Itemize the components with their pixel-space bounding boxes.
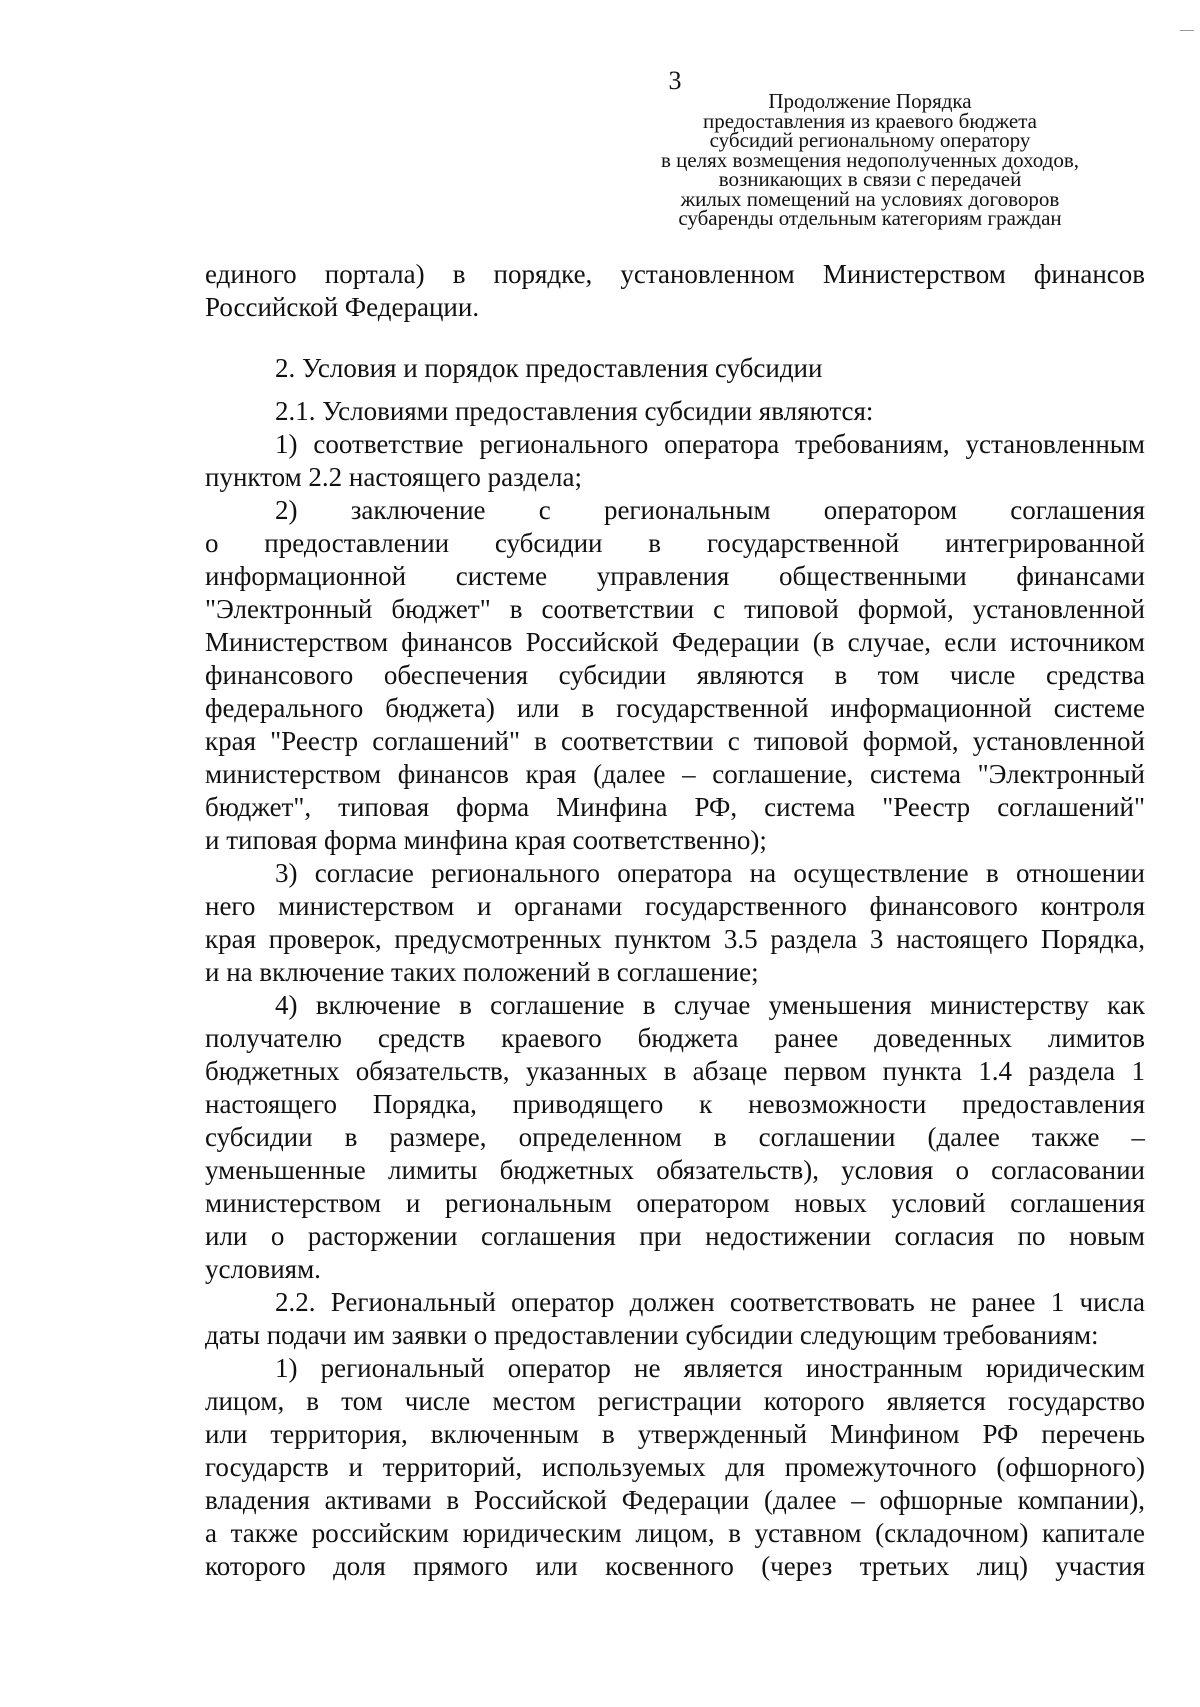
paragraph-2-2 bbox=[205, 1286, 1145, 1352]
text-line: Российской Федерации. bbox=[205, 292, 480, 322]
text-line: него министерством и органами государственного финансового контроля bbox=[205, 891, 1145, 921]
text-line: 1) соответствие регионального оператора требованиям, установленным bbox=[275, 429, 1145, 459]
text-line: настоящего Порядка, приводящего к невозможности предоставления bbox=[205, 1089, 1145, 1119]
header-line: жилых помещений на условиях договоров bbox=[680, 186, 1060, 211]
text-line: края "Реестр соглашений" в соответствии с типовой формой, установленной bbox=[205, 726, 1145, 756]
scan-mark bbox=[1180, 30, 1194, 31]
text-line: края проверок, предусмотренных пунктом 3.5 раздела 3 настоящего Порядка, bbox=[205, 924, 1145, 954]
text-line: или территория, включенным в утвержденный Минфином РФ перечень bbox=[205, 1419, 1145, 1449]
header-line: субаренды отдельным категориям граждан bbox=[678, 206, 1062, 230]
paragraph-item-2 bbox=[205, 494, 1145, 857]
text-line: или о расторжении соглашения при недостижении согласия по новым bbox=[205, 1221, 1145, 1251]
paragraph-item-1 bbox=[205, 428, 1145, 494]
text-line: пунктом 2.2 настоящего раздела; bbox=[205, 462, 582, 492]
header-line: Продолжение Порядка bbox=[768, 89, 972, 113]
text-line: федерального бюджета) или в государственной информационной системе bbox=[205, 693, 1145, 723]
text-line: 1) региональный оператор не является иностранным юридическим bbox=[275, 1353, 1145, 1383]
header-line: субсидий региональному оператору bbox=[709, 128, 1031, 152]
text-line: владения активами в Российской Федерации (далее – офшорные компании), bbox=[205, 1485, 1145, 1515]
text-line: и типовая форма минфина края соответственно); bbox=[205, 825, 767, 855]
intro-paragraph bbox=[205, 258, 1145, 324]
text-line: субсидии в размере, определенном в соглашении (далее также – bbox=[205, 1122, 1145, 1152]
text-line: получателю средств краевого бюджета ранее доведенных лимитов bbox=[205, 1023, 1145, 1053]
document-body bbox=[205, 258, 1145, 1583]
section-heading: 2. Условия и порядок предоставления субсидии bbox=[275, 353, 823, 383]
text-line: уменьшенные лимиты бюджетных обязательств), условия о согласовании bbox=[205, 1155, 1145, 1185]
text-line: министерством финансов края (далее – соглашение, система "Электронный bbox=[205, 759, 1145, 789]
document-header bbox=[610, 89, 1130, 230]
text-line: 3) согласие регионального оператора на осуществление в отношении bbox=[275, 858, 1145, 888]
paragraph-2-1 bbox=[205, 395, 1145, 428]
text-line: 2.2. Региональный оператор должен соответствовать не ранее 1 числа bbox=[275, 1287, 1145, 1317]
page-number: 3 bbox=[668, 66, 682, 95]
text-line: а также российским юридическим лицом, в уставном (складочном) капитале bbox=[205, 1518, 1145, 1548]
text-line: 4) включение в соглашение в случае уменьшения министерству как bbox=[275, 990, 1145, 1020]
paragraph-gap bbox=[205, 324, 1145, 352]
text-line: о предоставлении субсидии в государственной интегрированной bbox=[205, 528, 1145, 558]
paragraph-item-4 bbox=[205, 989, 1145, 1286]
header-line: возникающих в связи с передачей bbox=[718, 167, 1022, 191]
text-line: единого портала) в порядке, установленном Министерством финансов bbox=[205, 259, 1145, 289]
text-line: "Электронный бюджет" в соответствии с типовой формой, установленной bbox=[205, 594, 1145, 624]
text-line: и на включение таких положений в соглашение; bbox=[205, 957, 759, 987]
paragraph-item-3 bbox=[205, 857, 1145, 989]
text-line: министерством и региональным оператором новых условий соглашения bbox=[205, 1188, 1145, 1218]
text-line: бюджет", типовая форма Минфина РФ, система "Реестр соглашений" bbox=[205, 792, 1145, 822]
text-line: информационной системе управления общественными финансами bbox=[205, 561, 1145, 591]
text-line: Министерством финансов Российской Федерации (в случае, если источником bbox=[205, 627, 1145, 657]
text-line: финансового обеспечения субсидии являются в том числе средства bbox=[205, 660, 1145, 690]
text-line: лицом, в том числе местом регистрации которого является государство bbox=[205, 1386, 1145, 1416]
header-line: в целях возмещения недополученных доходов, bbox=[660, 147, 1080, 172]
text-line: 2.1. Условиями предоставления субсидии являются: bbox=[275, 396, 874, 426]
paragraph-requirement-1 bbox=[205, 1352, 1145, 1583]
text-line: условиям. bbox=[205, 1254, 321, 1284]
header-line: предоставления из краевого бюджета bbox=[703, 108, 1037, 133]
text-line: которого доля прямого или косвенного (через третьих лиц) участия bbox=[205, 1551, 1145, 1581]
text-line: даты подачи им заявки о предоставлении субсидии следующим требованиям: bbox=[205, 1320, 1099, 1350]
text-line: государств и территорий, используемых для промежуточного (офшорного) bbox=[205, 1452, 1145, 1482]
text-line: 2) заключение с региональным оператором соглашения bbox=[275, 495, 1145, 525]
text-line: бюджетных обязательств, указанных в абзаце первом пункта 1.4 раздела 1 bbox=[205, 1056, 1145, 1086]
